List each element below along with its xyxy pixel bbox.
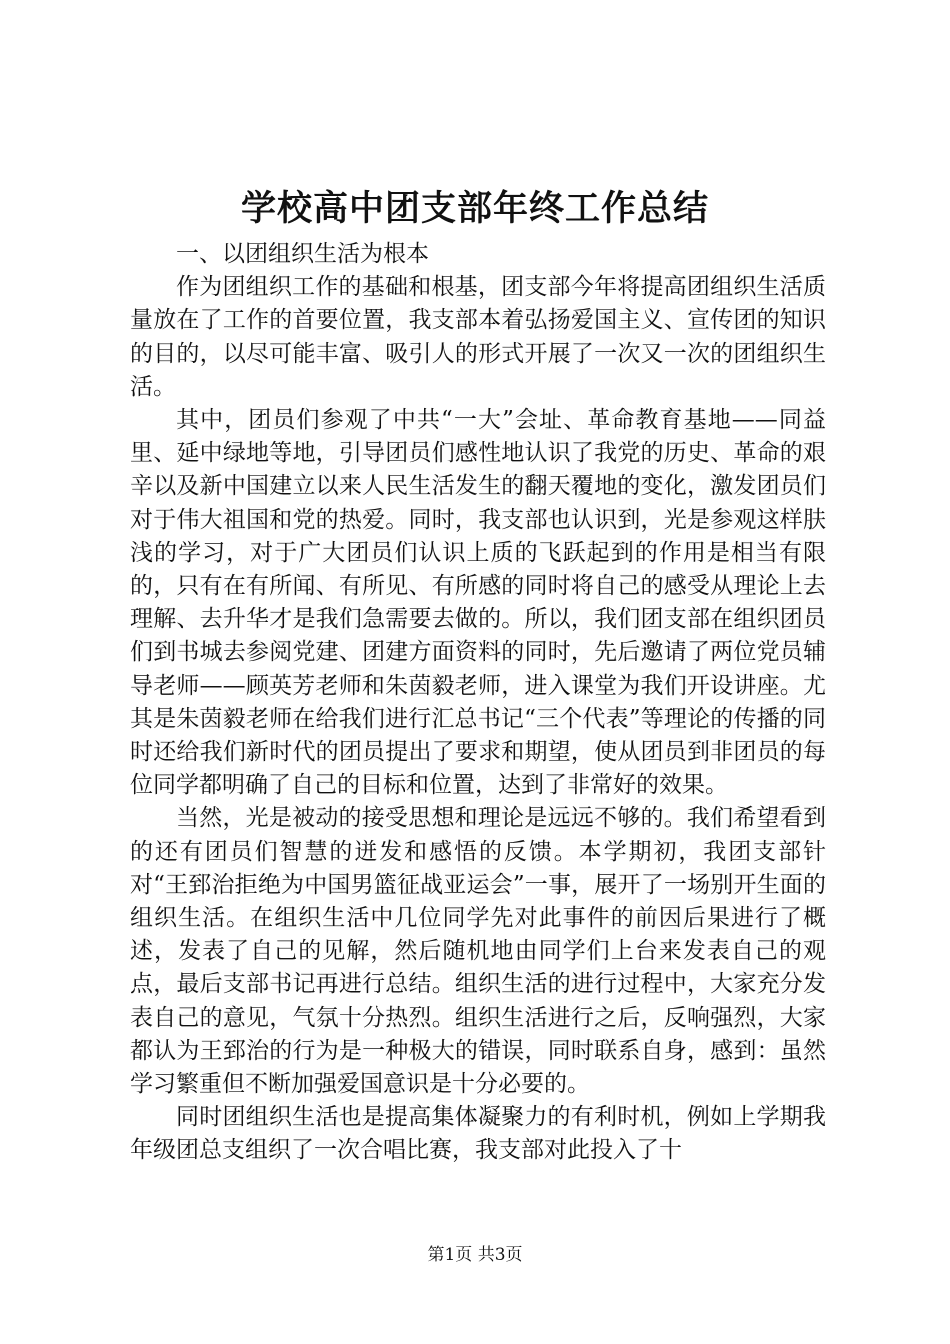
paragraph: 当然，光是被动的接受思想和理论是远远不够的。我们希望看到的还有团员们智慧的迸发和感悟的反馈。本学期初，我团支部针对“王郅治拒绝为中国男篮征战亚运会”一事，展开了一场别开生面的组织生活。在组织生活中几位同学先对此事件的前因后果进行了概述，发表了自己的见解，然后随机地由同学们上台来发表自己的观点，最后支部书记再进行总结。组织生活的进行过程中，大家充分发表自己的意见，气氛十分热烈。组织生活进行之后，反响强烈，大家都认为王郅治的行为是一种极大的错误，同时联系自身，感到：虽然学习繁重但不断加强爱国意识是十分必要的。 — [130, 805, 826, 1098]
page-footer: 第1页 共3页 — [427, 1245, 523, 1265]
paragraph: 作为团组织工作的基础和根基，团支部今年将提高团组织生活质量放在了工作的首要位置，我支部本着弘扬爱国主义、宣传团的知识的目的，以尽可能丰富、吸引人的形式开展了一次又一次的团组织生活。 — [130, 274, 826, 400]
paragraph: 同时团组织生活也是提高集体凝聚力的有利时机，例如上学期我年级团总支组织了一次合唱比赛，我支部对此投入了十 — [130, 1104, 826, 1164]
paragraph: 其中，团员们参观了中共“一大”会址、革命教育基地——同益里、延中绿地等地，引导团员们感性地认识了我党的历史、革命的艰辛以及新中国建立以来人民生活发生的翻天覆地的变化，激发团员们对于伟大祖国和党的热爱。同时，我支部也认识到，光是参观这样肤浅的学习，对于广大团员们认识上质的飞跃起到的作用是相当有限的，只有在有所闻、有所见、有所感的同时将自己的感受从理论上去理解、去升华才是我们急需要去做的。所以，我们团支部在组织团员们到书城去参阅党建、团建方面资料的同时，先后邀请了两位党员辅导老师——顾英芳老师和朱茵毅老师，进入课堂为我们开设讲座。尤其是朱茵毅老师在给我们进行汇总书记“三个代表”等理论的传播的同时还给我们新时代的团员提出了要求和期望，使从团员到非团员的每位同学都明确了自己的目标和位置，达到了非常好的效果。 — [130, 407, 826, 799]
document-title: 学校高中团支部年终工作总结 — [240, 188, 709, 229]
section-heading: 一、以团组织生活为根本 — [176, 241, 429, 267]
document-body — [130, 238, 826, 1168]
